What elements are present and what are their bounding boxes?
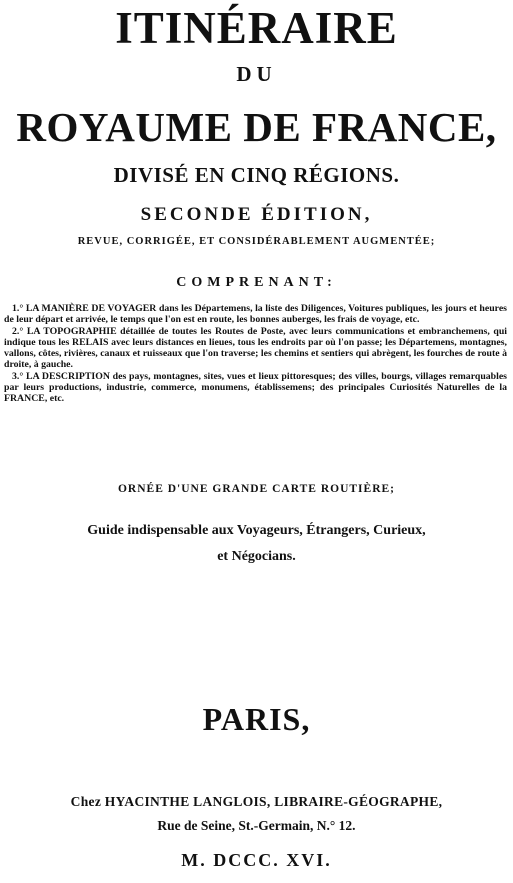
title-line-4: DIVISÉ EN CINQ RÉGIONS. [113,163,400,187]
imprint-date: M. DCCC. XVI. [181,850,332,870]
section-3: 3.° LA DESCRIPTION des pays, montagnes, sites, vues et lieux pittoresques; des villes, bourgs, villages remarquables par leurs productions, industrie, commerce, monumens, établissemens; des principales Curiosités Naturelles de la FRANCE, etc. [4,370,507,405]
title-line-3: ROYAUME DE FRANCE, [16,104,497,150]
guide-line-1: Guide indispensable aux Voyageurs, Étrangers, Curieux, [87,523,426,538]
edition-heading: SECONDE ÉDITION, [140,204,373,225]
section-2: 2.° LA TOPOGRAPHIE détaillée de toutes les Routes de Poste, avec leurs communications et embranchemens, qui indique tous les RELAIS avec leurs distances en lieues, tous les endroits par où l'on passe; les Départemens, montagnes, vallons, côtes, rivières, canaux et ruisseaux que l'on traverse; les chemins et sentiers qui abrègent, les fourches de route à droite, à gauche. [4,325,507,371]
title-line-1: ITINÉRAIRE [115,3,398,53]
imprint-city: PARIS, [202,701,311,737]
section-1: 1.° LA MANIÈRE DE VOYAGER dans les Départemens, la liste des Diligences, Voitures publiques, les jours et heures de leur départ et arrivée, le temps que l'on est en route, les bonnes auberges, les frais de voyage, etc. [4,303,507,326]
edition-note: REVUE, CORRIGÉE, ET CONSIDÉRABLEMENT AUGMENTÉE; [77,236,436,247]
imprint-address: Rue de Seine, St.-Germain, N.° 12. [157,818,356,833]
imprint-publisher: Chez HYACINTHE LANGLOIS, LIBRAIRE-GÉOGRAPHE, [70,794,443,809]
comprenant-heading: COMPRENANT: [176,275,337,290]
guide-line-2: et Négocians. [217,549,296,564]
map-note: ORNÉE D'UNE GRANDE CARTE ROUTIÈRE; [117,483,396,495]
contents-description [4,303,507,405]
title-line-2: DU [236,62,277,86]
